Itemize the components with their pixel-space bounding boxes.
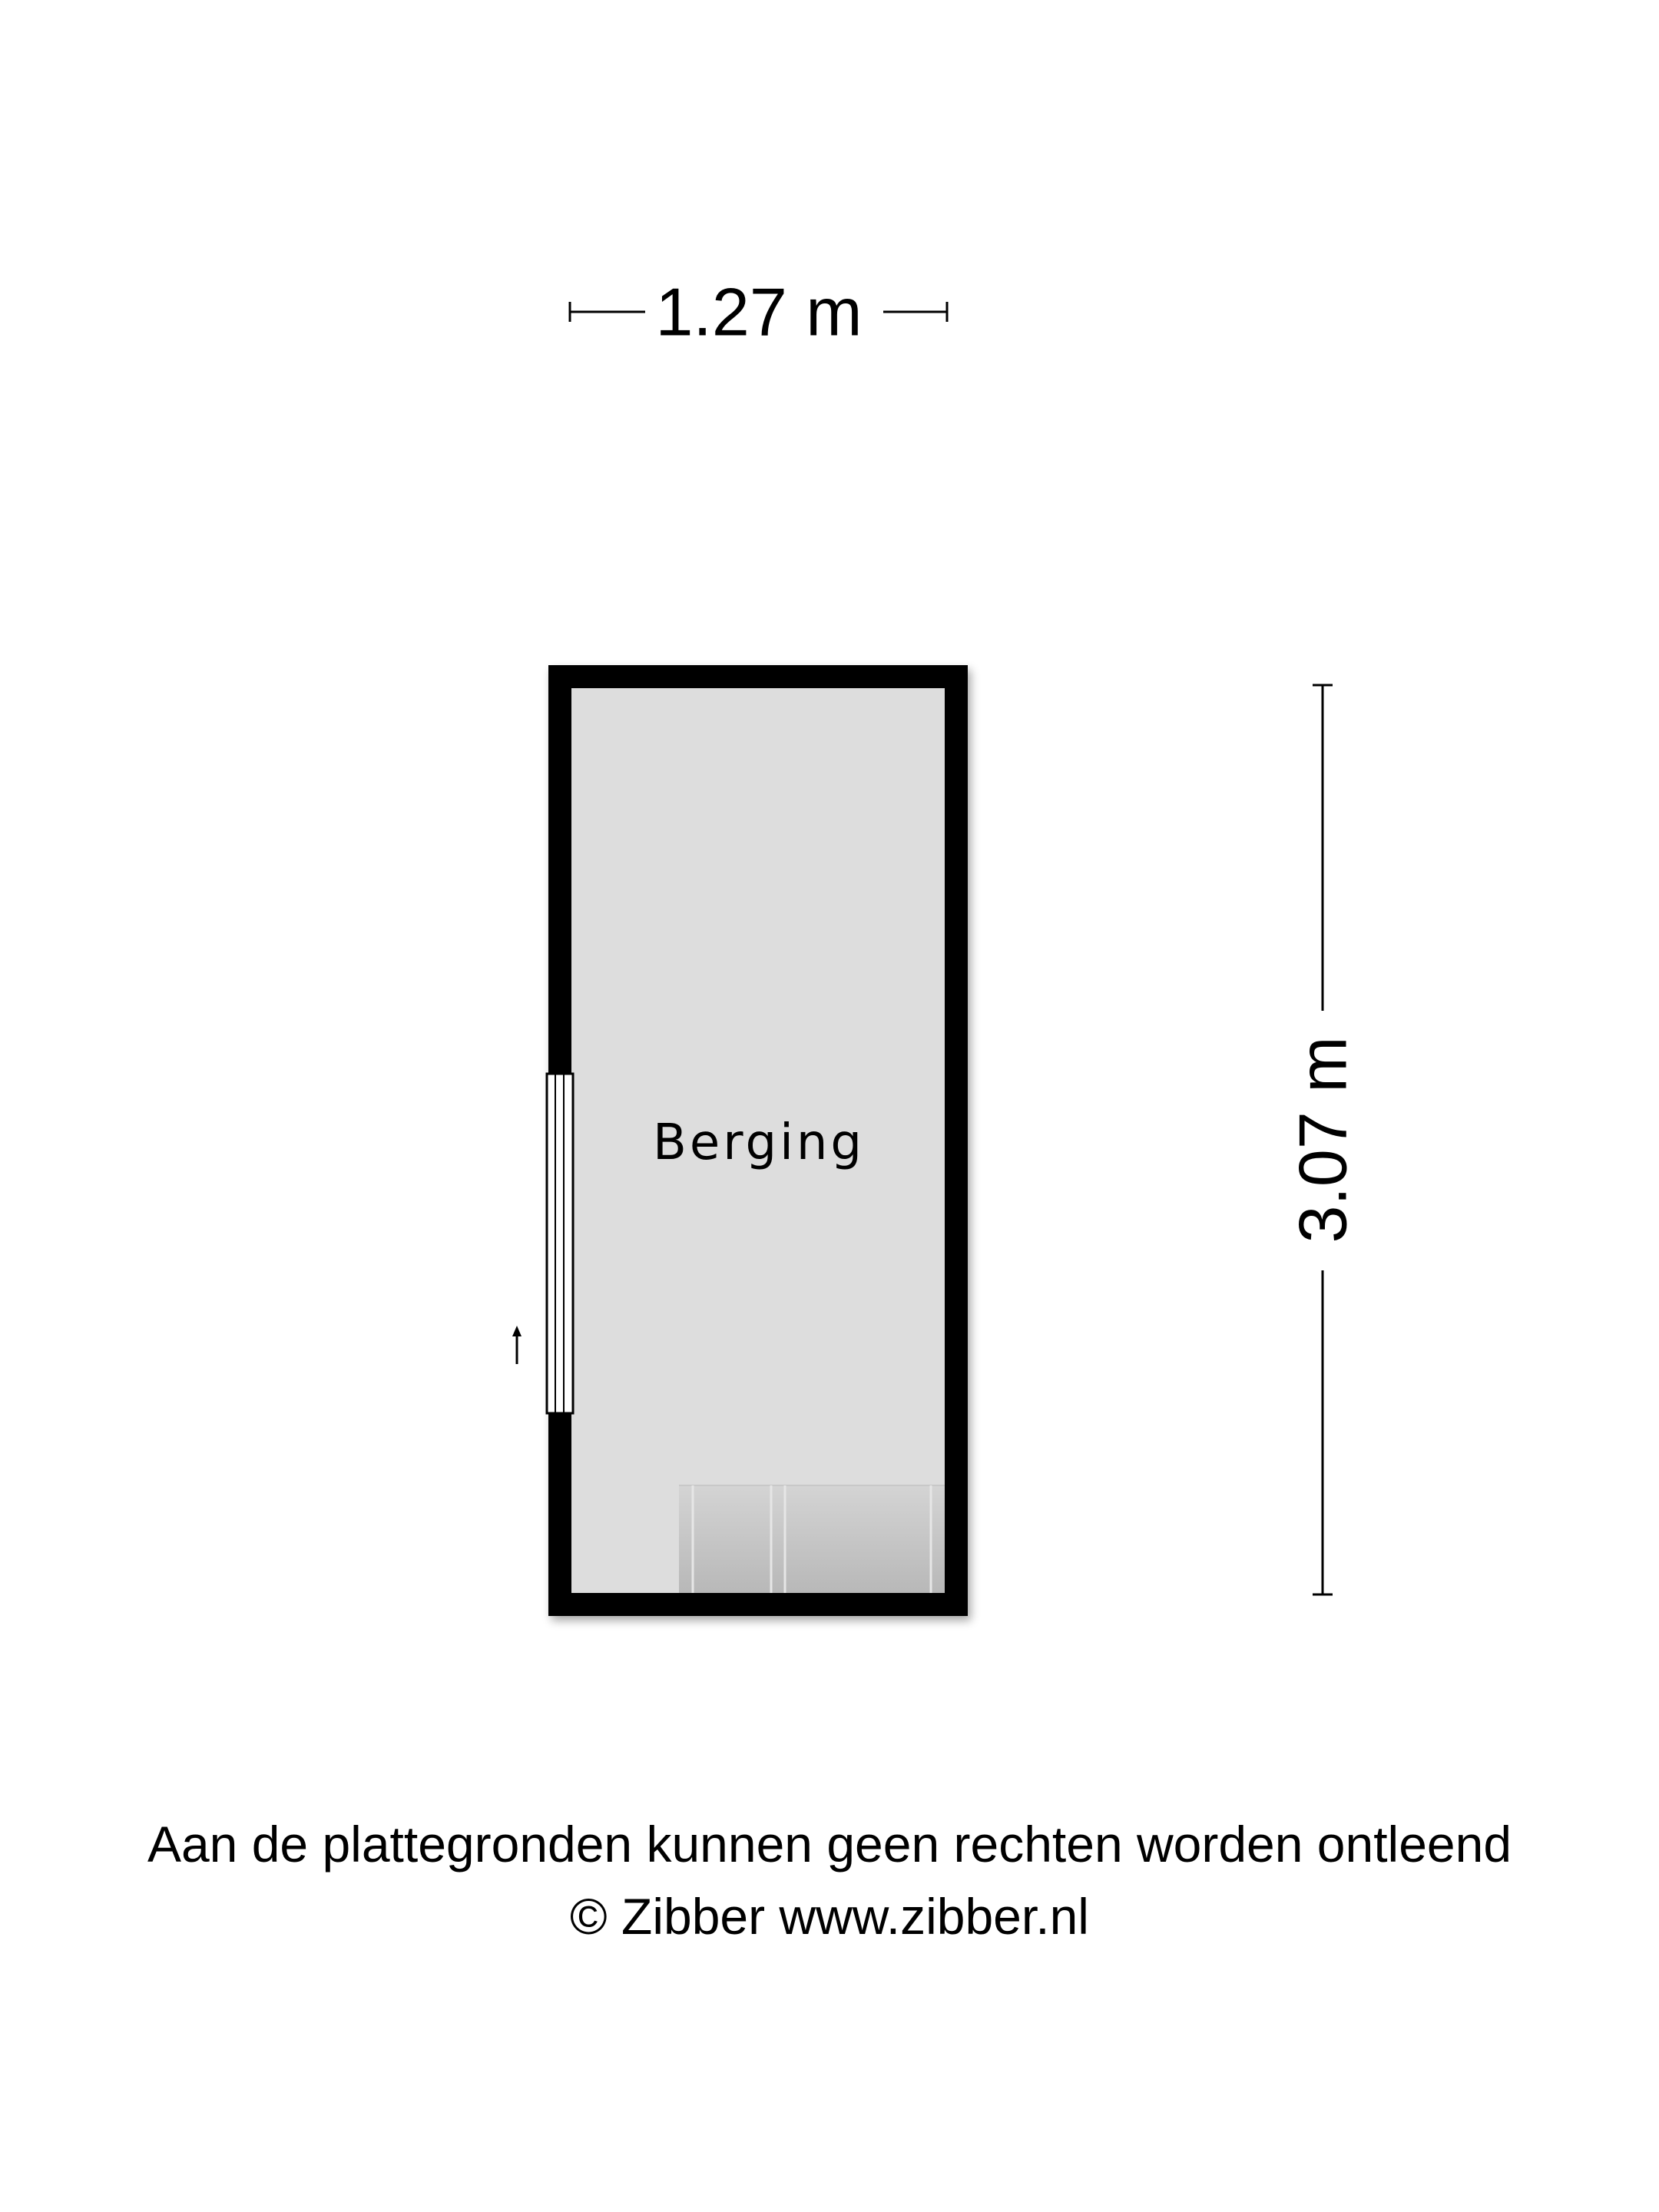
entrance-arrow-icon — [512, 1326, 522, 1364]
depth-dimension — [1285, 685, 1361, 1594]
room-label: Berging — [652, 1114, 866, 1171]
door-opening — [547, 1074, 573, 1413]
depth-label: 3.07 m — [1284, 1036, 1361, 1243]
width-label: 1.27 m — [655, 273, 863, 350]
copyright-text: © Zibber www.zibber.nl — [570, 1888, 1089, 1945]
disclaimer-text: Aan de plattegronden kunnen geen rechten worden ontleend — [147, 1816, 1512, 1873]
width-dimension — [570, 274, 947, 350]
built-in-cabinet — [679, 1485, 945, 1593]
